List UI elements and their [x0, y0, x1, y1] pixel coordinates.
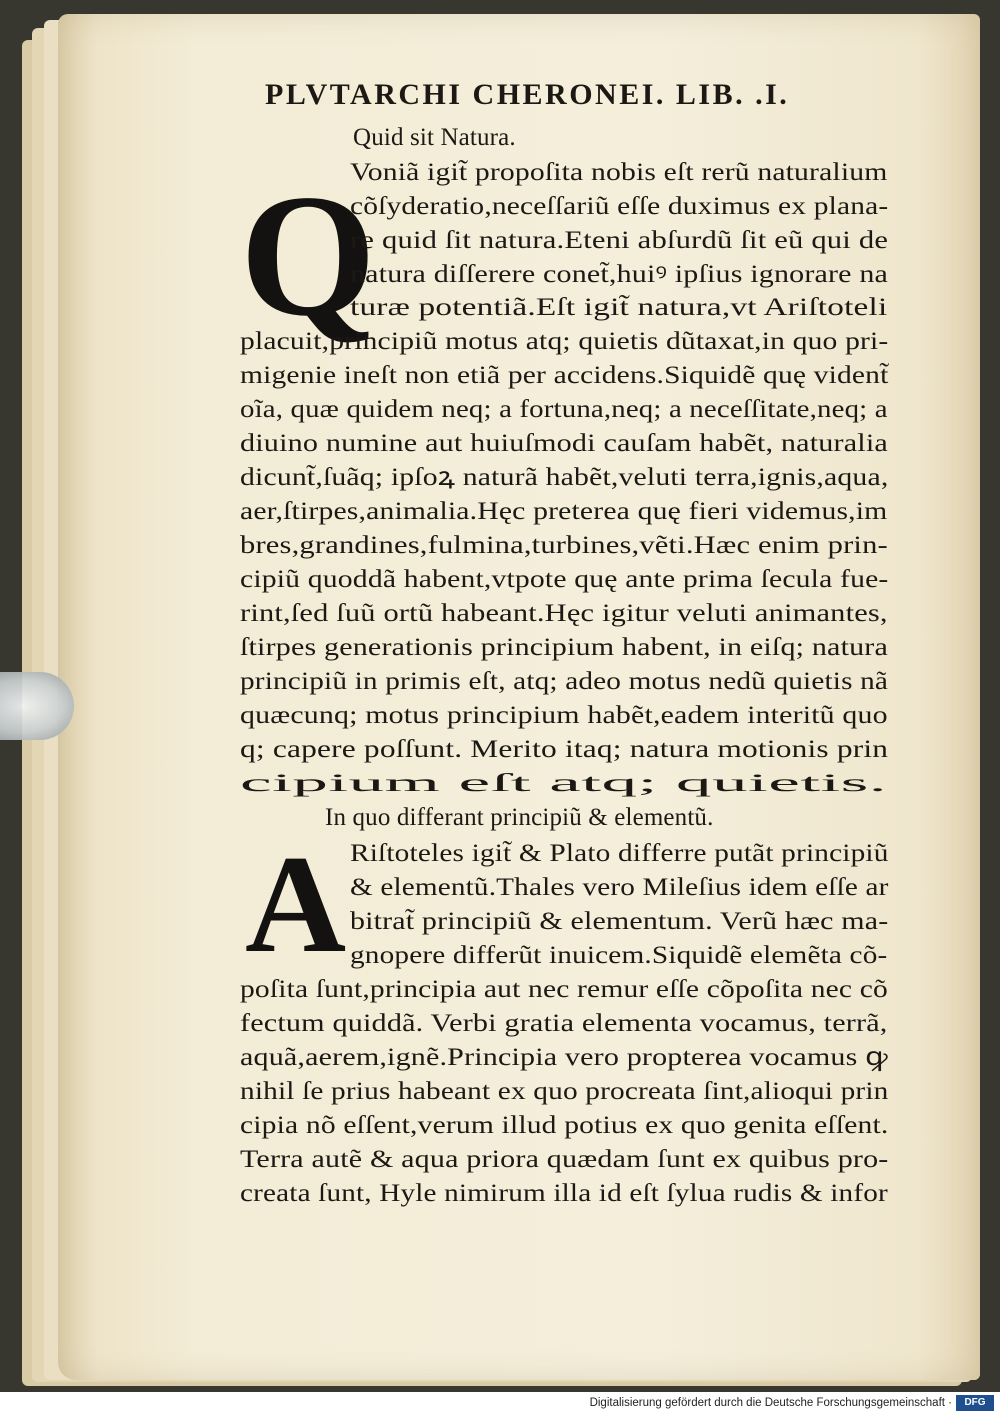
- text-line: Voniã igit̃ propoſita nobis eſt rerũ naturalium: [350, 157, 888, 186]
- text-line: quæcunq; motus principium habẽt,eadem interitũ quo: [240, 700, 888, 729]
- text-line: ſtirpes generationis principium habent, in eiſq; natura: [240, 632, 888, 661]
- text-line: & elementũ.Thales vero Mileſius idem eſſe ar: [350, 872, 889, 901]
- running-title: PLVTARCHI CHERONEI. LIB. .I.: [265, 78, 790, 111]
- text-line: cipiũ quoddã habent,vtpote quę ante prima ſecula fue-: [240, 564, 889, 593]
- text-line: diuino numine aut huiuſmodi cauſam habẽt, naturalia: [240, 428, 888, 457]
- text-line: bres,grandines,fulmina,turbines,vẽti.Hæc enim prin-: [240, 530, 888, 559]
- section-heading: Quid sit Natura.: [353, 124, 516, 151]
- text-line: turæ potentiã.Eſt igit̃ natura,vt Ariſtoteli: [350, 292, 888, 321]
- text-line: q; capere poſſunt. Merito itaq; natura motionis prin: [240, 734, 889, 763]
- text-line: aquã,aerem,ignẽ.Principia vero propterea vocamus ꝙ: [240, 1042, 888, 1071]
- text-line: cipium eſt atq; quietis.: [240, 768, 888, 797]
- section-heading: In quo differant principiũ & elementũ.: [325, 804, 714, 831]
- drop-cap: Q: [240, 158, 377, 352]
- text-line: cõſyderatio,neceſſariũ eſſe duximus ex plana-: [350, 191, 889, 220]
- drop-cap: A: [245, 827, 347, 982]
- text-line: bitrat̃ principiũ & elementum. Verũ hæc ma-: [350, 906, 889, 935]
- text-line: oĩa, quæ quidem neq; a fortuna,neq; a neceſſitate,neq; a: [240, 394, 888, 423]
- footer-bar: [0, 1392, 1000, 1415]
- text-line: fectum quiddã. Verbi gratia elementa vocamus, terrã,: [240, 1008, 888, 1037]
- text-line: creata ſunt, Hyle nimirum illa id eſt ſylua rudis & infor: [240, 1178, 888, 1207]
- text-line: placuit,principiũ motus atq; quietis dũtaxat,in quo pri-: [240, 326, 889, 355]
- text-line: migenie ineſt non etiã per accidens.Siquidẽ quę vident̃: [240, 360, 889, 389]
- text-line: nihil ſe prius habeant ex quo procreata ſint,alioqui prin: [240, 1076, 889, 1105]
- dfg-logo[interactable]: DFG: [956, 1395, 994, 1411]
- text-line: dicunt̃,ſuãq; ipſoꝝ naturã habẽt,veluti terra,ignis,aqua,: [240, 462, 889, 491]
- text-line: re quid ſit natura.Eteni abſurdũ ſit eũ qui de: [350, 225, 889, 254]
- text-line: rint,ſed ſuũ ortũ habeant.Hęc igitur veluti animantes,: [240, 598, 888, 627]
- text-line: aer,ſtirpes,animalia.Hęc preterea quę fieri videmus,im: [240, 496, 888, 525]
- text-line: natura diſſerere conet̃,huiꝰ ipſius ignorare na: [350, 259, 889, 288]
- text-line: cipia nõ eſſent,verum illud potius ex quo genita eſſent.: [240, 1110, 889, 1139]
- text-line: principiũ in primis eſt, atq; adeo motus nedũ quietis nã: [240, 666, 889, 695]
- text-line: Riſtoteles igit̃ & Plato differre putãt principiũ: [350, 838, 889, 867]
- funding-credit: Digitalisierung gefördert durch die Deutsche Forschungsgemeinschaft ·: [589, 1397, 952, 1409]
- text-line: gnopere differũt inuicem.Siquidẽ elemẽta cõ-: [350, 940, 888, 969]
- text-line: Terra autẽ & aqua priora quædam ſunt ex quibus pro-: [240, 1144, 889, 1173]
- text-line: poſita ſunt,principia aut nec remur eſſe cõpoſita nec cõ: [240, 974, 888, 1003]
